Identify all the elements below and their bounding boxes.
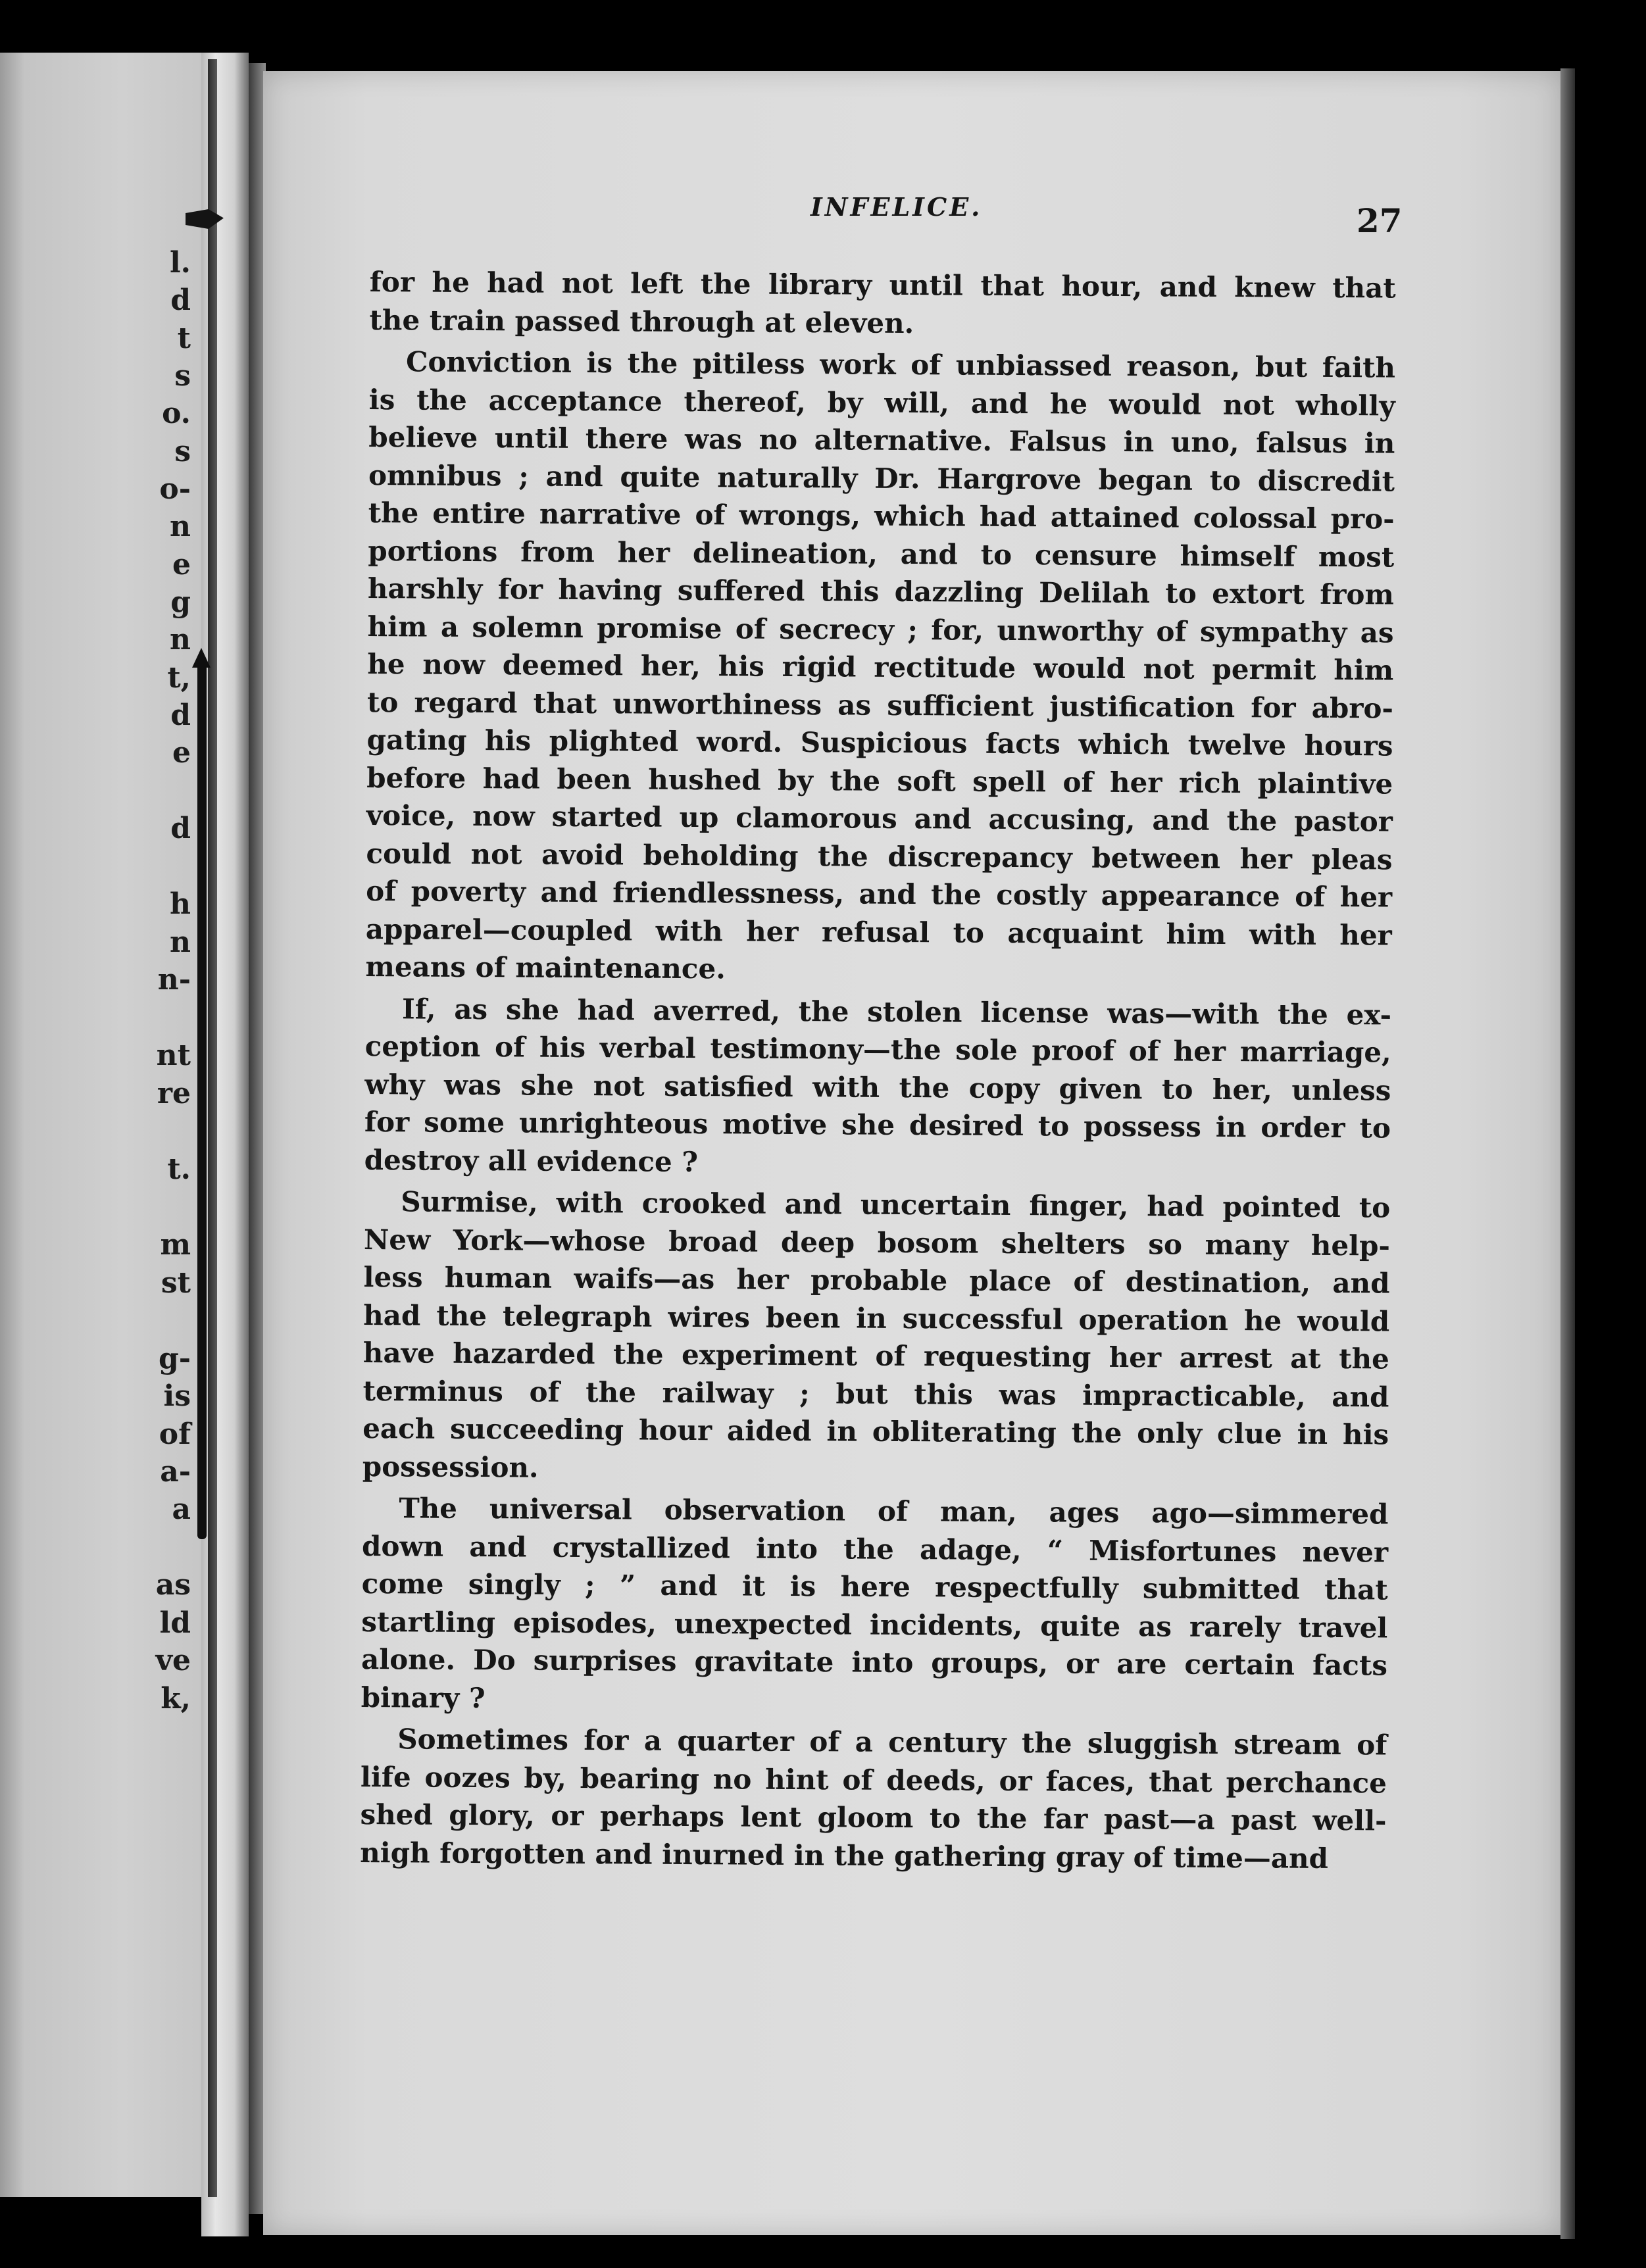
text-line: could not avoid beholding the discrepancy between her pleas [366, 837, 1393, 876]
text-line: of poverty and friendlessness, and the costly appearance of her [366, 874, 1393, 914]
facing-page-fragment: e [172, 736, 191, 770]
facing-page-fragment: t [177, 322, 191, 355]
facing-page-fragment: s [174, 435, 191, 468]
text-line: apparel—coupled with her refusal to acquaint him with her [365, 912, 1392, 952]
facing-page-fragment: g [170, 585, 191, 619]
text-line: The universal observation of man, ages ago—simmered [399, 1492, 1389, 1531]
facing-page-fragment: o. [162, 397, 191, 430]
text-line: believe until there was no alternative. Falsus in uno, falsus in [368, 420, 1395, 460]
facing-page-fragment: st [161, 1266, 191, 1300]
facing-page-fragment: n- [157, 963, 191, 997]
facing-page-fragment: ld [159, 1606, 191, 1640]
paragraph [365, 343, 1395, 992]
text-line: Conviction is the pitiless work of unbiassed reason, but faith [405, 345, 1396, 384]
text-line: New York—whose broad deep bosom shelters so many help- [363, 1223, 1391, 1262]
text-line: come singly ; ” and it is here respectfully submitted that [361, 1567, 1388, 1606]
text-line: for some unrighteous motive she desired to possess in order to [364, 1105, 1391, 1145]
text-line: the entire narrative of wrongs, which had attained colossal pro- [368, 496, 1395, 535]
text-line: shed glory, or perhaps lent gloom to the far past—a past well- [360, 1798, 1387, 1837]
text-line: If, as she had averred, the stolen license was—with the ex- [401, 992, 1392, 1031]
text-line: destroy all evidence ? [364, 1143, 699, 1178]
text-line: omnibus ; and quite naturally Dr. Hargrove began to discredit [368, 458, 1395, 498]
paragraph [369, 263, 1396, 345]
text-line: down and crystallized into the adage, “ Misfortunes never [361, 1529, 1389, 1568]
facing-page-fragment: n [170, 623, 191, 656]
text-line: gating his plighted word. Suspicious facts which twelve hours [366, 723, 1393, 762]
text-line: terminus of the railway ; but this was impracticable, and [362, 1374, 1389, 1413]
text-line: harshly for having suffered this dazzling Delilah to extort from [367, 572, 1395, 611]
facing-page-fragment: n [170, 510, 191, 543]
text-line: Surmise, with crooked and uncertain finger, had pointed to [401, 1185, 1391, 1224]
facing-page-fragment: l. [169, 246, 191, 280]
facing-page-fragment: k, [161, 1682, 191, 1715]
facing-page-fragment: re [157, 1077, 191, 1110]
text-line: each succeeding hour aided in obliterating the only clue in his [362, 1412, 1389, 1451]
text-line: why was she not satisfied with the copy given to her, unless [364, 1068, 1391, 1107]
paragraph [364, 989, 1391, 1185]
facing-page-fragment: d [170, 699, 191, 732]
facing-page-fragment: nt [156, 1039, 191, 1072]
text-line: voice, now started up clamorous and accusing, and the pastor [366, 799, 1393, 838]
text-line: have hazarded the experiment of requesting her arrest at the [362, 1336, 1390, 1375]
text-line: means of maintenance. [365, 950, 726, 985]
text-line: portions from her delineation, and to censure himself most [368, 534, 1395, 574]
facing-page-fragment: a- [160, 1455, 191, 1489]
text-line: to regard that unworthiness as sufficient justification for abro- [366, 685, 1394, 725]
text-line: less human waifs—as her probable place of destination, and [363, 1260, 1390, 1300]
gutter-shadow-line [208, 59, 217, 2197]
facing-page-fragment: o- [159, 472, 191, 506]
facing-page-fragment: g- [158, 1342, 191, 1375]
text-line: he now deemed her, his rigid rectitude would not permit him [367, 647, 1394, 687]
facing-page-fragment: m [160, 1228, 191, 1262]
text-line: binary ? [361, 1681, 486, 1714]
text-line: nigh forgotten and inurned in the gathering gray of time—and [360, 1836, 1329, 1875]
text-line: him a solemn promise of secrecy ; for, unworthy of sympathy as [367, 610, 1394, 649]
text-line: Sometimes for a quarter of a century the sluggish stream of [397, 1723, 1387, 1762]
paragraph [362, 1183, 1391, 1492]
body-text [360, 263, 1396, 1877]
facing-page-fragment: ve [155, 1644, 191, 1677]
text-line: possession. [362, 1450, 539, 1484]
text-line: had the telegraph wires been in successful operation he would [363, 1298, 1390, 1337]
facing-page-fragment: s [174, 359, 191, 393]
facing-page-fragment: t, [167, 661, 191, 695]
text-line: for he had not left the library until that hour, and knew that [369, 265, 1396, 305]
text-line: before had been hushed by the soft spell of her rich plaintive [366, 761, 1393, 801]
text-line: the train passed through at eleven. [369, 303, 914, 339]
facing-page-fragment: d [170, 812, 191, 845]
facing-page-fragment: a [172, 1492, 191, 1526]
paragraph [361, 1489, 1389, 1723]
facing-page-fragment: n [170, 925, 191, 959]
text-line: life oozes by, bearing no hint of deeds, or faces, that perchance [360, 1760, 1387, 1799]
facing-page-fragment: d [170, 284, 191, 317]
facing-page-fragment: e [172, 548, 191, 581]
margin-ink-stroke [197, 658, 207, 1539]
text-line: is the acceptance thereof, by will, and he would not wholly [368, 383, 1395, 422]
paragraph [360, 1720, 1387, 1878]
text-line: startling episodes, unexpected incidents, quite as rarely travel [361, 1605, 1388, 1644]
facing-page-fragment: as [155, 1568, 191, 1602]
page-right-edge [1560, 68, 1575, 2239]
facing-page-fragment: h [170, 887, 191, 921]
facing-page-fragment: t. [167, 1152, 191, 1186]
page-number: 27 [1357, 201, 1403, 240]
text-line: ception of his verbal testimony—the sole proof of her marriage, [364, 1029, 1391, 1069]
running-head: INFELICE. [811, 192, 983, 222]
facing-page-fragment: of [159, 1418, 191, 1451]
text-line: alone. Do surprises gravitate into groups, or are certain facts [361, 1642, 1388, 1682]
facing-page-fragment: is [163, 1379, 191, 1413]
facing-page-text-fragments [0, 0, 191, 2268]
